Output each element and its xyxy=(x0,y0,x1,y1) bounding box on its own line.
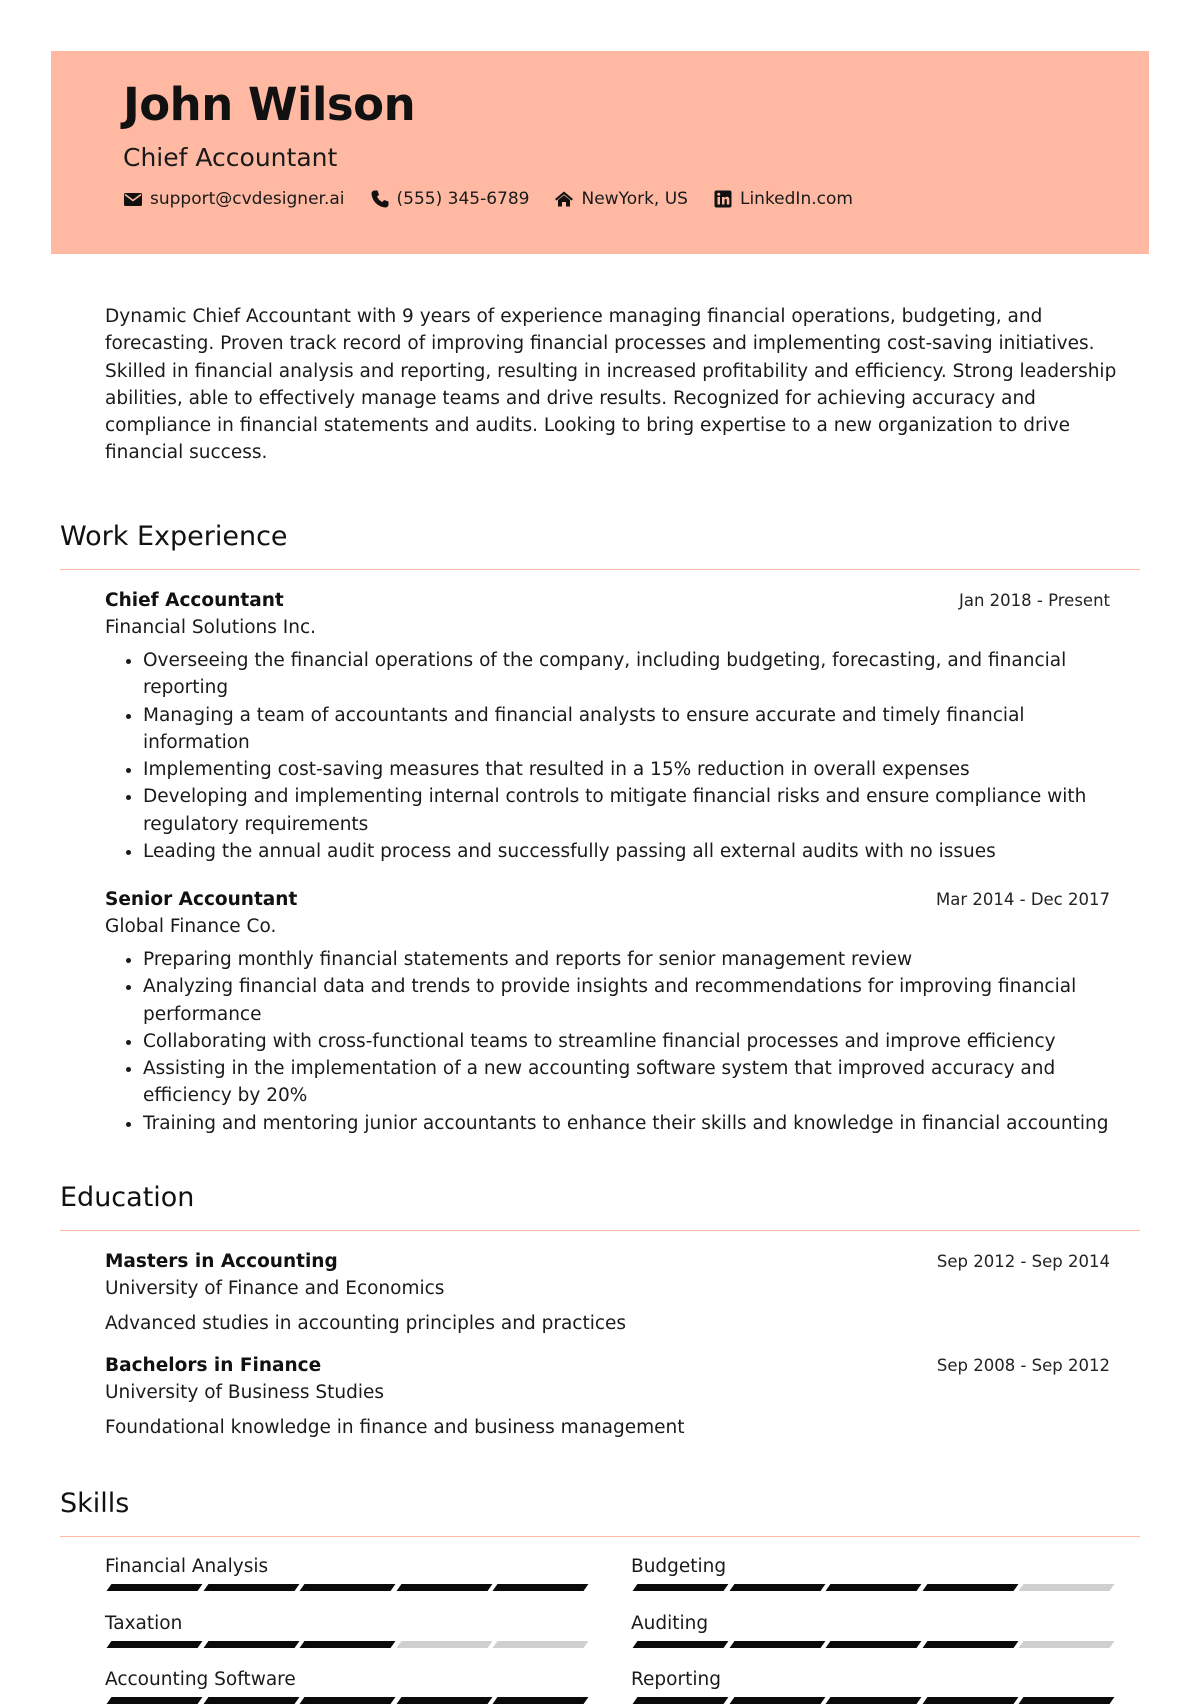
contact-row xyxy=(123,189,878,209)
skill-segment-filled xyxy=(826,1641,922,1648)
work-entry xyxy=(105,886,1110,1137)
skill-name: Reporting xyxy=(631,1669,721,1690)
email-text: support@cvdesigner.ai xyxy=(150,189,345,209)
company-name: Financial Solutions Inc. xyxy=(105,617,317,638)
linkedin-text: LinkedIn.com xyxy=(739,189,853,209)
skill-segment-filled xyxy=(396,1697,492,1704)
skill-segment-filled xyxy=(922,1584,1018,1591)
list-item: • Collaborating with cross-functional teams to streamline financial processes and improve efficiency xyxy=(143,1028,1110,1055)
skill-segment-empty xyxy=(1019,1641,1115,1648)
profile-summary: Dynamic Chief Accountant with 9 years of experience managing financial operations, budgeting, and forecasting. Proven track record of improving financial processes and implementing cost-saving initiatives. Skilled in financial analysis and reporting, resulting in increased profitability and efficiency. Strong leadership abilities, able to effectively manage teams and drive results. Recognized for achieving accuracy and compliance in financial statements and audits. Looking to bring expertise to a new organization to drive financial success. xyxy=(105,306,1117,464)
skill-segment-empty xyxy=(1019,1584,1115,1591)
skill-segment-filled xyxy=(633,1641,729,1648)
home-icon xyxy=(554,189,574,209)
section-title-work: Work Experience xyxy=(60,521,288,552)
skill-item xyxy=(105,1553,582,1592)
skill-item xyxy=(631,1553,1108,1592)
section-title-skills: Skills xyxy=(60,1488,130,1519)
list-item: • Developing and implementing internal controls to mitigate financial risks and ensure compliance with regulatory requirements xyxy=(143,783,1110,838)
skill-segment-filled xyxy=(300,1584,396,1591)
skill-item xyxy=(105,1666,582,1705)
list-item: • Training and mentoring junior accountants to enhance their skills and knowledge in financial accounting xyxy=(143,1110,1110,1137)
skill-segment-filled xyxy=(826,1697,922,1704)
skill-segment-filled xyxy=(107,1697,203,1704)
education-entry xyxy=(105,1352,1110,1441)
location-text: NewYork, US xyxy=(581,189,688,209)
education-description: Foundational knowledge in finance and business management xyxy=(105,1417,685,1438)
list-item: • Leading the annual audit process and successfully passing all external audits with no issues xyxy=(143,838,1110,865)
list-item: • Preparing monthly financial statements and reports for senior management review xyxy=(143,946,1110,973)
skill-segment-filled xyxy=(729,1697,825,1704)
skill-rating-bar xyxy=(105,1697,582,1705)
phone-text: (555) 345-6789 xyxy=(396,189,530,209)
school-name: University of Finance and Economics xyxy=(105,1278,445,1299)
contact-email[interactable] xyxy=(123,189,345,209)
skill-segment-filled xyxy=(300,1697,396,1704)
skill-segment-filled xyxy=(633,1697,729,1704)
candidate-title: Chief Accountant xyxy=(123,143,338,172)
skill-item xyxy=(105,1610,582,1649)
skill-segment-filled xyxy=(107,1584,203,1591)
skill-segment-filled xyxy=(493,1584,589,1591)
skill-rating-bar xyxy=(631,1641,1108,1649)
section-divider xyxy=(60,1536,1140,1537)
section-divider xyxy=(60,1230,1140,1231)
skill-name: Financial Analysis xyxy=(105,1556,269,1577)
education-dates: Sep 2008 - Sep 2012 xyxy=(936,1356,1110,1375)
contact-location xyxy=(554,189,687,209)
education-dates: Sep 2012 - Sep 2014 xyxy=(936,1252,1110,1271)
section-title-education: Education xyxy=(60,1182,195,1213)
job-title: Chief Accountant xyxy=(105,590,284,611)
skill-segment-filled xyxy=(922,1641,1018,1648)
section-divider xyxy=(60,569,1140,570)
list-item: • Analyzing financial data and trends to provide insights and recommendations for improving financial performance xyxy=(143,973,1110,1028)
contact-phone[interactable] xyxy=(370,189,530,209)
skill-rating-bar xyxy=(631,1697,1108,1705)
skill-name: Taxation xyxy=(105,1613,183,1634)
skill-segment-filled xyxy=(203,1697,299,1704)
education-description: Advanced studies in accounting principles and practices xyxy=(105,1313,627,1334)
skill-segment-filled xyxy=(729,1641,825,1648)
company-name: Global Finance Co. xyxy=(105,916,277,937)
list-item: • Implementing cost-saving measures that resulted in a 15% reduction in overall expenses xyxy=(143,756,1110,783)
skill-item xyxy=(631,1666,1108,1705)
skill-segment-empty xyxy=(396,1641,492,1648)
skill-segment-filled xyxy=(493,1697,589,1704)
skill-rating-bar xyxy=(105,1584,582,1592)
candidate-name: John Wilson xyxy=(123,78,416,131)
skill-segment-filled xyxy=(203,1584,299,1591)
list-item: • Assisting in the implementation of a new accounting software system that improved accuracy and efficiency by 20% xyxy=(143,1055,1110,1110)
school-name: University of Business Studies xyxy=(105,1382,384,1403)
linkedin-icon xyxy=(713,189,733,209)
education-entry xyxy=(105,1248,1110,1337)
skill-segment-filled xyxy=(633,1584,729,1591)
skill-segment-filled xyxy=(1019,1697,1115,1704)
skill-segment-filled xyxy=(396,1584,492,1591)
skill-segment-filled xyxy=(922,1697,1018,1704)
skill-name: Auditing xyxy=(631,1613,709,1634)
degree-title: Bachelors in Finance xyxy=(105,1355,322,1376)
skill-rating-bar xyxy=(105,1641,582,1649)
skill-segment-filled xyxy=(203,1641,299,1648)
work-entry xyxy=(105,587,1110,865)
skill-segment-empty xyxy=(493,1641,589,1648)
skill-segment-filled xyxy=(826,1584,922,1591)
job-title: Senior Accountant xyxy=(105,889,298,910)
job-dates: Jan 2018 - Present xyxy=(958,591,1110,610)
list-item: • Managing a team of accountants and financial analysts to ensure accurate and timely financial information xyxy=(143,702,1110,757)
skill-name: Accounting Software xyxy=(105,1669,296,1690)
skill-segment-filled xyxy=(729,1584,825,1591)
skill-name: Budgeting xyxy=(631,1556,727,1577)
degree-title: Masters in Accounting xyxy=(105,1251,338,1272)
skill-segment-filled xyxy=(300,1641,396,1648)
skill-rating-bar xyxy=(631,1584,1108,1592)
job-dates: Mar 2014 - Dec 2017 xyxy=(936,890,1110,909)
phone-icon xyxy=(370,189,390,209)
list-item: • Overseeing the financial operations of the company, including budgeting, forecasting, and financial reporting xyxy=(143,647,1110,702)
job-bullets xyxy=(105,647,1110,865)
skill-segment-filled xyxy=(107,1641,203,1648)
skill-item xyxy=(631,1610,1108,1649)
resume-header xyxy=(51,51,1149,254)
job-bullets xyxy=(105,946,1110,1137)
contact-linkedin[interactable] xyxy=(713,189,853,209)
envelope-icon xyxy=(123,189,143,209)
